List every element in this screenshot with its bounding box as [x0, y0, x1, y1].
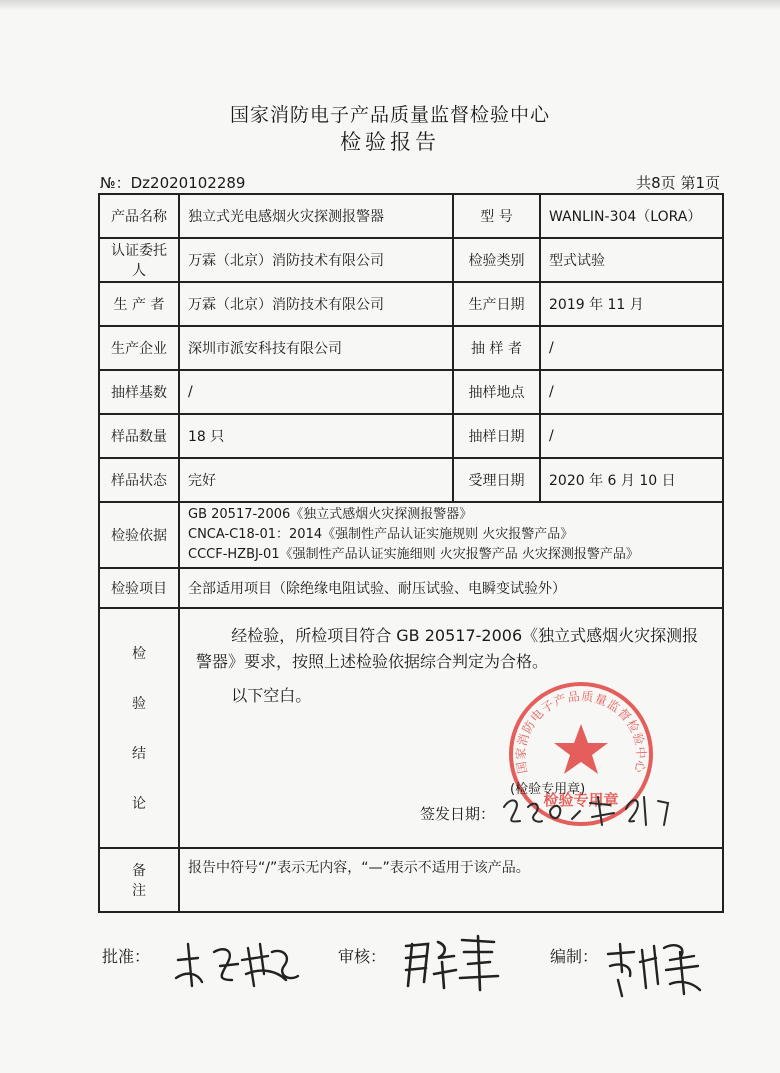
compile-label: 编制：	[550, 947, 599, 966]
basis-line: CCCF-HZBJ-01《强制性产品认证实施细则 火灾报警产品 火灾探测报警产品》	[188, 547, 639, 562]
blank-note: 以下空白。	[231, 686, 312, 705]
conclusion-cell	[179, 608, 723, 848]
organization-title: 国家消防电子产品质量监督检验中心	[229, 104, 550, 126]
row-label: 生产日期	[453, 282, 540, 326]
conclusion-char: 论	[132, 796, 146, 812]
items-value: 全部适用项目（除绝缘电阻试验、耐压试验、电瞬变试验外）	[179, 568, 723, 608]
row-label: 抽样基数	[99, 370, 179, 414]
row-label: 检验依据	[99, 502, 179, 568]
reviewer-signature	[398, 932, 508, 994]
conclusion-label	[99, 608, 179, 848]
table-row	[99, 370, 723, 414]
page-count: 共8页 第1页	[636, 174, 720, 192]
row-label: 生 产 者	[99, 282, 179, 326]
row-label: 认证委托人	[99, 238, 179, 282]
row-value: /	[179, 370, 453, 414]
row-value: 型式试验	[540, 238, 723, 282]
review-label: 审核：	[338, 947, 387, 966]
table-row	[99, 238, 723, 282]
seal-bottom-text: 检验专用章	[543, 791, 619, 809]
report-title: 检验报告	[340, 130, 440, 154]
report-table	[98, 193, 724, 913]
row-label: 抽 样 者	[453, 326, 540, 370]
table-row	[99, 326, 723, 370]
row-value: 万霖（北京）消防技术有限公司	[179, 282, 453, 326]
row-label: 检验类别	[453, 238, 540, 282]
row-value: /	[540, 414, 723, 458]
row-value: 深圳市派安科技有限公司	[179, 326, 453, 370]
notes-text: 报告中符号“/”表示无内容，“—”表示不适用于该产品。	[179, 848, 723, 912]
scan-edge	[0, 0, 780, 10]
row-label: 抽样日期	[453, 414, 540, 458]
approver-signature	[168, 930, 308, 1000]
conclusion-char: 检	[132, 646, 146, 662]
row-value: WANLIN-304（LORA）	[540, 194, 723, 238]
notes-label	[99, 848, 179, 912]
row-value: 18 只	[179, 414, 453, 458]
basis-value	[179, 502, 723, 568]
basis-line: GB 20517-2006《独立式感烟火灾探测报警器》	[188, 507, 473, 522]
basis-line: CNCA-C18-01：2014《强制性产品认证实施规则 火灾报警产品》	[188, 527, 574, 542]
seal-ring-text: 国家消防电子产品质量监督检验中心	[513, 689, 649, 775]
approve-label: 批准：	[102, 947, 151, 966]
conclusion-char: 结	[132, 746, 146, 762]
table-row	[99, 194, 723, 238]
compiler-signature	[600, 936, 704, 1000]
conclusion-text: 经检验，所检项目符合 GB 20517-2006《独立式感烟火灾探测报警器》要求，按照上述检验依据综合判定为合格。	[196, 626, 699, 671]
row-value: /	[540, 370, 723, 414]
report-number: №：Dz2020102289	[100, 174, 246, 192]
table-row	[99, 282, 723, 326]
sign-date-label: 签发日期：	[420, 805, 496, 823]
conclusion-row	[99, 608, 723, 848]
table-row	[99, 458, 723, 502]
row-label: 样品状态	[99, 458, 179, 502]
row-value: 2019 年 11 月	[540, 282, 723, 326]
seal-note: (检验专用章)	[510, 782, 586, 797]
conclusion-char: 验	[132, 696, 146, 712]
table-row	[99, 414, 723, 458]
row-label: 生产企业	[99, 326, 179, 370]
notes-char: 注	[132, 883, 146, 899]
row-value: 2020 年 6 月 10 日	[540, 458, 723, 502]
row-label: 检验项目	[99, 568, 179, 608]
row-label: 受理日期	[453, 458, 540, 502]
row-label: 样品数量	[99, 414, 179, 458]
notes-char: 备	[132, 863, 146, 879]
row-value: 独立式光电感烟火灾探测报警器	[179, 194, 453, 238]
items-row	[99, 568, 723, 608]
handwritten-date	[498, 789, 688, 833]
row-value: 完好	[179, 458, 453, 502]
basis-row	[99, 502, 723, 568]
notes-row	[99, 848, 723, 912]
row-label: 抽样地点	[453, 370, 540, 414]
row-label: 产品名称	[99, 194, 179, 238]
row-value: 万霖（北京）消防技术有限公司	[179, 238, 453, 282]
row-label: 型 号	[453, 194, 540, 238]
row-value: /	[540, 326, 723, 370]
